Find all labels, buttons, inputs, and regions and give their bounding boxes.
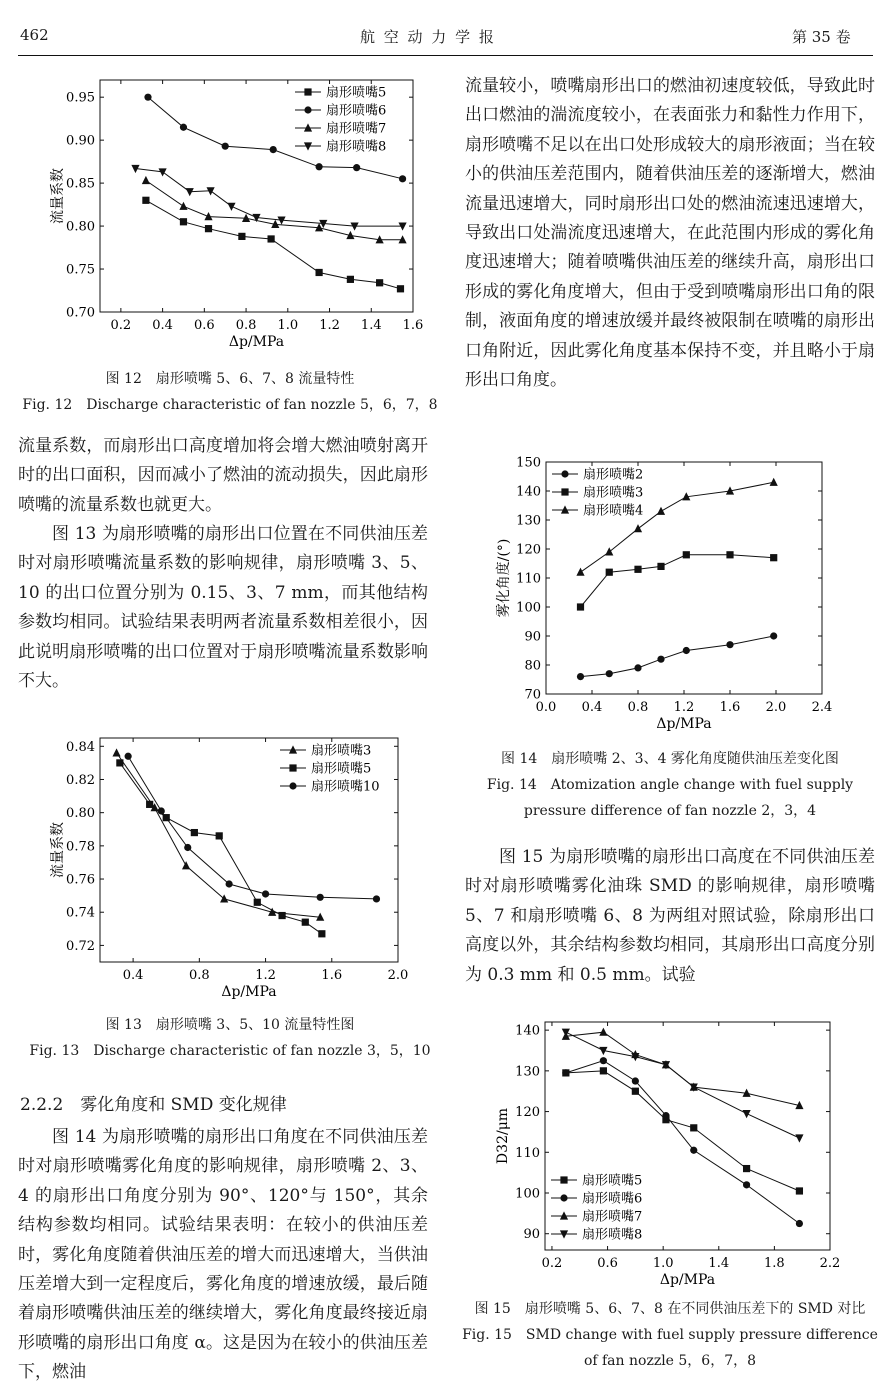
fig13-xtick-label: 1.6 <box>321 968 343 983</box>
fig14-series-1-point <box>657 656 664 663</box>
fig15-legend-label: 扇形喷嘴7 <box>582 1209 643 1225</box>
fig14-ytick-label: 150 <box>516 455 541 471</box>
fig15-series-1-point <box>690 1124 697 1131</box>
fig13-series-2-point <box>318 930 325 937</box>
fig13-ytick-label: 0.72 <box>66 938 95 954</box>
fig14-caption-en-2: pressure difference of fan nozzle 2，3，4 <box>523 803 817 819</box>
fig13-legend-marker <box>289 764 296 771</box>
fig12-series-1-line <box>146 200 401 288</box>
fig15-xtick-label: 2.2 <box>819 1256 841 1271</box>
fig13-legend-label: 扇形喷嘴3 <box>311 743 372 759</box>
fig15-ytick-label: 130 <box>515 1064 540 1080</box>
fig13-series-3-point <box>373 895 380 902</box>
fig14-legend-label: 扇形喷嘴4 <box>583 503 644 519</box>
fig15-legend-label: 扇形喷嘴5 <box>582 1173 643 1189</box>
fig12-xtick-label: 0.6 <box>193 318 215 333</box>
fig13-series-1-point <box>182 861 190 869</box>
fig13-series-2-point <box>191 829 198 836</box>
fig12-xtick-label: 1.2 <box>319 318 340 333</box>
fig13-series-2-point <box>216 832 223 839</box>
fig14-ytick-label: 130 <box>516 513 541 529</box>
fig12-ytick-label: 0.75 <box>66 262 95 278</box>
fig15-ytick-label: 90 <box>523 1227 540 1243</box>
fig12-ytick-label: 0.80 <box>66 219 95 235</box>
fig12-series-1-point <box>205 225 212 232</box>
fig12-series-1-point <box>180 218 187 225</box>
fig13-ytick-label: 0.74 <box>66 905 95 921</box>
fig13-series-3-point <box>262 890 269 897</box>
fig15-xtick-label: 0.2 <box>541 1256 563 1271</box>
fig15-caption-en-2: of fan nozzle 5，6，7，8 <box>583 1353 757 1369</box>
fig12-ytick-label: 0.85 <box>66 176 95 192</box>
fig15-series-2-point <box>562 1069 569 1076</box>
fig14-series-2-line <box>581 555 774 607</box>
fig14-xtick-label: 2.0 <box>765 700 787 715</box>
fig12-series-4-point <box>186 188 194 196</box>
fig14-series-2-point <box>577 603 584 610</box>
fig13-xtick-label: 2.0 <box>387 968 409 983</box>
fig15-ytick-label: 140 <box>515 1023 540 1039</box>
fig14-xtick-label: 1.6 <box>719 700 741 715</box>
fig15-caption-cn: 图 15 扇形喷嘴 5、6、7、8 在不同供油压差下的 SMD 对比 <box>474 1301 866 1317</box>
fig14-series-2-point <box>657 563 664 570</box>
fig15-series-4-point <box>742 1110 750 1118</box>
fig15-series-2-point <box>600 1057 607 1064</box>
fig12-series-3-point <box>179 202 187 210</box>
fig14-series-2-point <box>683 551 690 558</box>
fig12-xtick-label: 1.6 <box>402 318 424 333</box>
fig13-series-3-point <box>158 807 165 814</box>
fig14-xtick-label: 0.8 <box>627 700 649 715</box>
fig14-series-1-point <box>634 664 641 671</box>
fig15-series-1-point <box>743 1165 750 1172</box>
volume-label: 第 35 卷 <box>792 28 851 46</box>
fig13-ytick-label: 0.82 <box>66 772 95 788</box>
fig12-series-1-point <box>142 197 149 204</box>
fig12-series-1-point <box>347 276 354 283</box>
fig13-legend-label: 扇形喷嘴5 <box>311 761 372 777</box>
section-heading-2-2-2: 2.2.2 雾化角度和 SMD 变化规律 <box>20 1095 287 1115</box>
fig15-chart <box>490 1012 850 1292</box>
fig12-series-3-point <box>142 176 150 184</box>
fig12-legend-label: 扇形喷嘴6 <box>326 103 387 119</box>
fig14-series-1-point <box>726 641 733 648</box>
fig14-legend-marker <box>561 470 568 477</box>
fig12-series-1-point <box>397 285 404 292</box>
fig12-series-2-point <box>270 146 277 153</box>
left-paragraph-1: 流量系数，而扇形出口高度增加将会增大燃油喷射离开时的出口面积，因而减小了燃油的流动损失，因此扇形喷嘴的流量系数也就更大。 <box>18 436 428 515</box>
fig13-xlabel: Δp/MPa <box>221 984 277 1000</box>
fig12-series-4-point <box>227 203 235 211</box>
fig12-series-2-point <box>399 175 406 182</box>
fig13-caption-cn: 图 13 扇形喷嘴 3、5、10 流量特性图 <box>105 1017 355 1033</box>
journal-title: 航 空 动 力 学 报 <box>360 28 496 46</box>
fig12-series-2-point <box>222 143 229 150</box>
fig14-ytick-label: 140 <box>516 484 541 500</box>
fig14-series-3-point <box>657 507 665 515</box>
fig13-series-1-point <box>220 894 228 902</box>
fig14-xtick-label: 2.4 <box>811 700 833 715</box>
fig12-xtick-label: 1.0 <box>277 318 299 333</box>
fig12-legend-marker <box>304 106 311 113</box>
fig15-xtick-label: 1.8 <box>764 1256 785 1271</box>
fig12-series-1-point <box>238 233 245 240</box>
fig15-legend-label: 扇形喷嘴6 <box>582 1191 643 1207</box>
fig14-ytick-label: 90 <box>524 629 541 645</box>
fig12-xtick-label: 0.4 <box>152 318 173 333</box>
fig15-ytick-label: 110 <box>515 1145 540 1161</box>
fig12-legend-marker <box>304 88 311 95</box>
fig12-legend-label: 扇形喷嘴5 <box>326 85 387 101</box>
fig12-ylabel: 流量系数 <box>50 168 66 224</box>
fig14-series-2-point <box>726 551 733 558</box>
fig13-xtick-label: 1.2 <box>255 968 276 983</box>
fig14-series-3-point <box>605 547 613 555</box>
right-paragraph-2: 图 15 为扇形喷嘴的扇形出口高度在不同供油压差时对扇形喷嘴雾化油珠 SMD 的影响规律，扇形喷嘴 5、7 和扇形喷嘴 6、8 为两组对照试验，除扇形出口高度以外，其余结构参数均相同，其扇形出口高度分别为 0.3 mm 和 0.5 mm。试验 <box>465 847 875 985</box>
fig12-series-2-point <box>353 164 360 171</box>
fig14-ytick-label: 80 <box>524 658 541 674</box>
fig15-legend-label: 扇形喷嘴8 <box>582 1227 643 1243</box>
fig13-ytick-label: 0.76 <box>66 872 95 888</box>
fig15-xtick-label: 1.4 <box>708 1256 730 1271</box>
fig14-series-2-point <box>606 569 613 576</box>
fig14-legend-marker <box>561 488 568 495</box>
fig12-series-1-point <box>376 279 383 286</box>
fig15-ytick-label: 100 <box>515 1186 540 1202</box>
fig14-series-3-point <box>770 478 778 486</box>
fig12-series-2-point <box>180 124 187 131</box>
fig12-series-2-point <box>144 94 151 101</box>
fig14-xtick-label: 1.2 <box>673 700 695 715</box>
fig14-series-2-point <box>770 554 777 561</box>
fig15-series-4-point <box>795 1134 803 1142</box>
fig15-series-1-point <box>600 1067 607 1074</box>
page-number: 462 <box>20 26 49 44</box>
fig13-ytick-label: 0.80 <box>66 806 95 822</box>
fig13-caption-en: Fig. 13 Discharge characteristic of fan nozzle 3，5，10 <box>29 1043 431 1059</box>
fig12-ytick-label: 0.70 <box>66 305 95 321</box>
fig14-series-1-point <box>577 673 584 680</box>
fig14-ytick-label: 120 <box>516 542 541 558</box>
fig13-series-3-point <box>184 844 191 851</box>
fig12-ytick-label: 0.95 <box>66 90 95 106</box>
fig13-xtick-label: 0.8 <box>188 968 210 983</box>
fig13-series-3-point <box>226 880 233 887</box>
fig14-ytick-label: 110 <box>516 571 541 587</box>
fig15-ylabel: D32/μm <box>495 1107 511 1165</box>
fig14-series-3-point <box>634 524 642 532</box>
fig12-ytick-label: 0.90 <box>66 133 95 149</box>
fig15-xlabel: Δp/MPa <box>659 1272 716 1288</box>
fig12-series-1-point <box>268 235 275 242</box>
fig15-series-2-point <box>632 1077 639 1084</box>
fig15-series-2-point <box>662 1112 669 1119</box>
fig14-series-1-point <box>606 670 613 677</box>
fig14-series-2-point <box>634 566 641 573</box>
fig14-legend-label: 扇形喷嘴2 <box>583 467 644 483</box>
fig13-series-3-point <box>125 753 132 760</box>
fig13-ytick-label: 0.84 <box>66 739 95 755</box>
fig15-series-2-point <box>743 1181 750 1188</box>
fig13-legend-label: 扇形喷嘴10 <box>311 779 380 795</box>
fig12-xlabel: Δp/MPa <box>228 334 285 350</box>
fig13-ylabel: 流量系数 <box>50 822 66 878</box>
fig14-series-3-point <box>576 568 584 576</box>
fig12-series-3-point <box>204 212 212 220</box>
fig13-series-3-point <box>317 894 324 901</box>
fig15-series-1-point <box>796 1187 803 1194</box>
fig14-caption-cn: 图 14 扇形喷嘴 2、3、4 雾化角度随供油压差变化图 <box>501 751 839 767</box>
fig12-caption-cn: 图 12 扇形喷嘴 5、6、7、8 流量特性 <box>105 371 355 387</box>
fig13-ytick-label: 0.78 <box>66 839 95 855</box>
fig15-caption-en-1: Fig. 15 SMD change with fuel supply pressure difference <box>462 1327 878 1343</box>
fig12-xtick-label: 0.2 <box>110 318 132 333</box>
fig15-ytick-label: 120 <box>515 1105 540 1121</box>
fig15-legend-marker <box>560 1194 567 1201</box>
fig12-xtick-label: 1.4 <box>360 318 382 333</box>
fig14-ytick-label: 100 <box>516 600 541 616</box>
fig14-xtick-label: 0.4 <box>581 700 603 715</box>
fig15-series-1-point <box>632 1088 639 1095</box>
fig12-legend-label: 扇形喷嘴8 <box>326 139 387 155</box>
fig13-series-2-point <box>254 899 261 906</box>
fig12-caption-en: Fig. 12 Discharge characteristic of fan nozzle 5，6，7，8 <box>22 397 438 413</box>
fig13-chart <box>40 728 410 1008</box>
fig14-legend-label: 扇形喷嘴3 <box>583 485 644 501</box>
fig14-series-1-point <box>770 632 777 639</box>
fig13-series-2-point <box>146 801 153 808</box>
fig12-chart <box>30 70 424 360</box>
fig14-series-1-point <box>683 647 690 654</box>
fig15-series-3-point <box>599 1028 607 1036</box>
fig12-legend-label: 扇形喷嘴7 <box>326 121 387 137</box>
fig12-series-1-point <box>316 269 323 276</box>
fig13-xtick-label: 0.4 <box>122 968 144 983</box>
fig12-series-3-line <box>146 181 403 240</box>
fig13-series-1-point <box>112 748 120 756</box>
fig13-legend-marker <box>289 782 296 789</box>
fig15-legend-marker <box>560 1176 567 1183</box>
fig14-chart <box>490 452 850 737</box>
fig14-xlabel: Δp/MPa <box>656 716 712 732</box>
fig14-caption-en-1: Fig. 14 Atomization angle change with fuel supply <box>486 777 854 793</box>
fig15-xtick-label: 1.0 <box>652 1256 674 1271</box>
fig14-ytick-label: 70 <box>524 687 541 703</box>
fig12-series-4-point <box>159 168 167 176</box>
fig14-xtick-label: 0.0 <box>535 700 557 715</box>
left-paragraph-2: 图 13 为扇形喷嘴的扇形出口位置在不同供油压差时对扇形喷嘴流量系数的影响规律，扇形喷嘴 3、5、10 的出口位置分别为 0.15、3、7 mm，而其他结构参数均相同。试验结果表明两者流量系数相差很小，因此说明扇形喷嘴的出口位置对于扇形喷嘴流量系数影响不大。 <box>18 524 428 692</box>
left-paragraph-3: 图 14 为扇形喷嘴的扇形出口角度在不同供油压差时对扇形喷嘴雾化角度的影响规律，扇形喷嘴 2、3、4 的扇形出口角度分别为 90°、120°与 150°，其余结构参数均相同。试验结果表明：在较小的供油压差时，雾化角度随着供油压差的增大而迅速增大，当供油压差增大到一定程度后，雾化角度的增速放缓，最后随着扇形喷嘴供油压差的继续增大，雾化角度最终接近扇形喷嘴的扇形出口角度 α。这是因为在较小的供油压差下，燃油 <box>18 1127 428 1383</box>
fig15-series-2-point <box>690 1147 697 1154</box>
fig13-series-2-point <box>279 912 286 919</box>
header-rule <box>18 55 873 56</box>
fig12-series-2-point <box>316 163 323 170</box>
fig13-series-2-point <box>116 759 123 766</box>
fig15-series-2-point <box>796 1220 803 1227</box>
fig13-series-2-point <box>302 919 309 926</box>
fig14-ylabel: 雾化角度/(°) <box>496 538 512 618</box>
right-paragraph-1: 流量较小，喷嘴扇形出口的燃油初速度较低，导致此时出口燃油的湍流度较小，在表面张力和黏性力作用下，扇形喷嘴不足以在出口处形成较大的扇形液面；当在较小的供油压差范围内，随着供油压差的逐渐增大，燃油流量迅速增大，同时扇形出口处的燃油流速迅速增大，导致出口处湍流度迅速增大，在此范围内形成的雾化角度迅速增大；随着喷嘴供油压差的继续升高，扇形出口形成的雾化角度增大，但由于受到喷嘴扇形出口角的限制，液面角度的增速放缓并最终被限制在喷嘴的扇形出口角附近，因此雾化角度基本保持不变，并且略小于扇形出口角度。 <box>465 76 875 391</box>
fig15-xtick-label: 0.6 <box>597 1256 618 1271</box>
fig12-xtick-label: 0.8 <box>235 318 257 333</box>
